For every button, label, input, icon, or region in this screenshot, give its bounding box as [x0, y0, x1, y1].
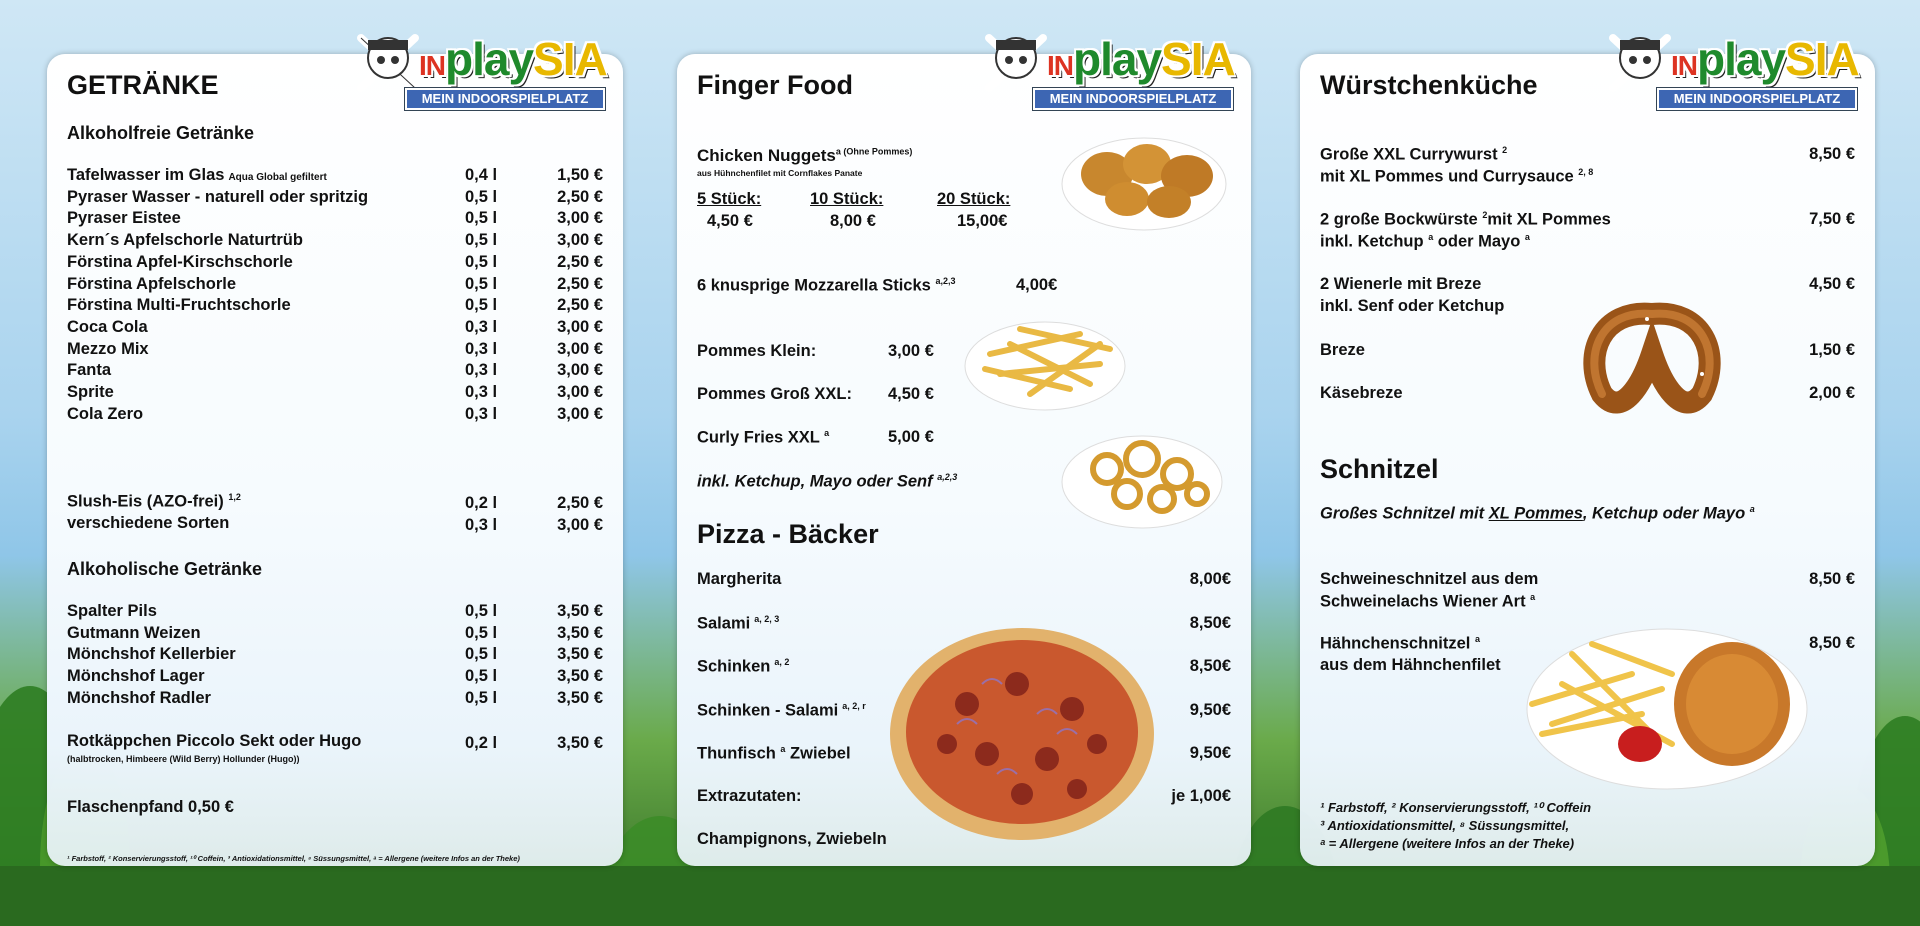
drink-name: Gutmann Weizen [67, 623, 201, 642]
drink-size: 0,5 l [465, 667, 498, 686]
drink-name: Kern´s Apfelschorle Naturtrüb [67, 231, 303, 250]
haehnchenschnitzel-line-2: aus dem Hähnchenfilet [1320, 656, 1501, 674]
sekt-name: Rotkäppchen Piccolo Sekt oder Hugo [67, 732, 362, 750]
pizza-name: Schinken $^{a, 2}$ [697, 657, 790, 676]
sausage-footnote-1: ¹ Farbstoff, ² Konservierungsstoff, ¹⁰ Coffein [1320, 800, 1592, 815]
drink-name: Fanta [67, 361, 112, 380]
wienerle-price: 4,50 € [1809, 275, 1855, 293]
drink-name: Sprite [67, 383, 114, 401]
schweineschnitzel-price: 8,50 € [1809, 570, 1855, 588]
sausage-footnote-2: ³ Antioxidationsmittel, ⁸ Süssungsmittel, [1320, 818, 1570, 833]
condiments-note: inkl. Ketchup, Mayo oder Senf $^{a,2,3}$ [697, 472, 958, 491]
bockwurst-price: 7,50 € [1809, 210, 1855, 228]
breze-price: 1,50 € [1809, 341, 1855, 359]
slush-size-1: 0,2 l [465, 494, 498, 512]
curly-fries-image [1057, 414, 1227, 534]
slush-price-2: 3,00 € [557, 516, 603, 534]
sausage-title: Würstchenküche [1320, 70, 1538, 100]
drink-price: 1,50 € [557, 166, 603, 184]
logo-wordmark: INplaySIA [419, 33, 607, 85]
drink-price: 2,50 € [557, 187, 603, 206]
drink-size: 0,5 l [465, 274, 498, 293]
pizza-image [887, 624, 1167, 844]
extras-label: Extrazutaten: [697, 787, 802, 805]
pirate-skull-icon [1607, 28, 1673, 94]
nuggets-20-price: 15,00€ [957, 212, 1008, 230]
deposit: Flaschenpfand 0,50 € [67, 798, 234, 816]
sekt-size: 0,2 l [465, 734, 498, 752]
nuggets-5-label: 5 Stück: [697, 190, 762, 208]
drink-price: 3,00 € [557, 231, 603, 250]
drink-size: 0,5 l [465, 187, 498, 206]
logo-wordmark: INplaySIA [1047, 33, 1235, 85]
curly-fries-price: 5,00 € [888, 428, 934, 446]
schweineschnitzel-line-2: Schweinelachs Wiener Art $^a$ [1320, 592, 1536, 611]
currywurst-price: 8,50 € [1809, 145, 1855, 163]
fries-image [960, 304, 1130, 414]
drink-name: Förstina Multi-Fruchtschorle [67, 296, 291, 315]
inplaysia-logo [355, 26, 605, 112]
drink-name: Spalter Pils [67, 602, 157, 620]
pizza-price: 8,00€ [1189, 570, 1231, 588]
drink-size: 0,5 l [465, 231, 498, 250]
drink-size: 0,5 l [465, 296, 498, 315]
nuggets-20-label: 20 Stück: [937, 190, 1011, 208]
pirate-skull-icon [983, 28, 1049, 94]
nuggets-10-price: 8,00 € [830, 212, 876, 230]
drink-name: Förstina Apfelschorle [67, 274, 237, 293]
pommes-klein-price: 3,00 € [888, 342, 934, 360]
slush-size-2: 0,3 l [465, 516, 498, 534]
drink-name: Förstina Apfel-Kirschschorle [67, 252, 293, 271]
drink-price: 3,00 € [557, 339, 603, 358]
sausage-footnote-3: ᵃ = Allergene (weitere Infos an der Theke) [1320, 836, 1575, 851]
logo-tagline: MEIN INDOORSPIELPLATZ [1033, 88, 1233, 110]
pizza-price: 8,50€ [1189, 613, 1231, 632]
drink-size: 0,3 l [465, 361, 498, 380]
drink-price: 2,50 € [557, 296, 603, 315]
pizza-name: Salami $^{a, 2, 3}$ [697, 613, 780, 632]
pommes-gross-name: Pommes Groß XXL: [697, 385, 852, 403]
haehnchenschnitzel-price: 8,50 € [1809, 634, 1855, 652]
pizza-name: Schinken - Salami $^{a, 2, r}$ [697, 700, 866, 719]
breze-name: Breze [1320, 341, 1365, 359]
pommes-gross-price: 4,50 € [888, 385, 934, 403]
drink-size: 0,3 l [465, 404, 498, 423]
drink-name: Pyraser Eistee [67, 209, 181, 228]
sekt-note: (halbtrocken, Himbeere (Wild Berry) Hollunder (Hugo)) [67, 754, 300, 764]
drink-price: 3,50 € [557, 623, 603, 642]
nuggets-note: aus Hühnchenfilet mit Cornflakes Panate [697, 168, 863, 178]
wienerle-line-2: inkl. Senf oder Ketchup [1320, 297, 1505, 315]
drink-name: Mönchshof Lager [67, 667, 205, 686]
pretzel-image [1572, 294, 1732, 429]
drink-size: 0,3 l [465, 317, 498, 336]
drink-name: Mönchshof Kellerbier [67, 645, 236, 664]
logo-wordmark: INplaySIA [1671, 33, 1859, 85]
schnitzel-title: Schnitzel [1320, 454, 1439, 484]
nonalc-title: Alkoholfreie Getränke [67, 123, 255, 143]
bockwurst-line-2: inkl. Ketchup $^a$ oder Mayo $^a$ [1320, 232, 1530, 251]
drink-name: Cola Zero [67, 404, 144, 423]
mozzarella-name: 6 knusprige Mozzarella Sticks $^{a,2,3}$ [697, 276, 956, 295]
schnitzel-desc: Großes Schnitzel mit XL Pommes, Ketchup oder Mayo $^a$ [1320, 504, 1755, 523]
slush-sub: verschiedene Sorten [67, 514, 230, 532]
inplaysia-logo [1607, 26, 1857, 112]
curly-fries-name: Curly Fries XXL $^a$ [697, 428, 830, 447]
drink-name: Tafelwasser im Glas Aqua Global gefiltert [67, 166, 327, 184]
bockwurst-line-1: 2 große Bockwürste $^2$mit XL Pommes [1320, 210, 1611, 229]
drink-price: 3,50 € [557, 602, 603, 620]
drink-price: 3,00 € [557, 361, 603, 380]
fingerfood-title: Finger Food [697, 70, 853, 100]
pizza-tuna-name: Thunfisch $^a$ Zwiebel [697, 744, 851, 763]
chicken-nuggets-image [1057, 114, 1232, 234]
drink-name: Pyraser Wasser - naturell oder spritzig [67, 187, 369, 206]
slush-name: Slush-Eis (AZO-frei) $^{1,2}$ [67, 492, 241, 511]
extras-items: Champignons, Zwiebeln [697, 830, 887, 848]
drink-size: 0,5 l [465, 252, 498, 271]
sausage-panel [1300, 33, 1875, 866]
nuggets-5-price: 4,50 € [707, 212, 753, 230]
extras-price: je 1,00€ [1171, 787, 1231, 805]
fingerfood-panel [677, 33, 1251, 866]
drink-price: 3,50 € [557, 688, 603, 707]
drink-price: 2,50 € [557, 274, 603, 293]
drink-size: 0,5 l [465, 602, 498, 620]
pizza-price: 8,50€ [1189, 657, 1231, 675]
nuggets-name: Chicken Nuggets$^{a (Ohne Pommes)}$ [697, 146, 913, 165]
schweineschnitzel-line-1: Schweineschnitzel aus dem [1320, 570, 1539, 588]
drink-price: 3,00 € [557, 317, 603, 336]
drinks-title: GETRÄNKE [67, 70, 219, 100]
pizza-name: Margherita [697, 570, 782, 588]
pizza-title: Pizza - Bäcker [697, 519, 879, 549]
pommes-klein-name: Pommes Klein: [697, 342, 817, 360]
wienerle-line-1: 2 Wienerle mit Breze [1320, 275, 1482, 293]
drink-size: 0,5 l [465, 623, 498, 642]
currywurst-line-1: Große XXL Currywurst $^2$ [1320, 145, 1508, 164]
drink-size: 0,5 l [465, 688, 498, 707]
drink-price: 3,50 € [557, 667, 603, 686]
drink-price: 3,00 € [557, 209, 603, 228]
drink-size: 0,3 l [465, 339, 498, 358]
drink-price: 3,50 € [557, 645, 603, 664]
drink-name: Mönchshof Radler [67, 688, 211, 707]
logo-tagline: MEIN INDOORSPIELPLATZ [1657, 88, 1857, 110]
pizza-price: 9,50€ [1189, 700, 1231, 719]
drink-price: 3,00 € [557, 404, 603, 423]
drink-price: 3,00 € [557, 383, 603, 401]
drink-name: Coca Cola [67, 317, 148, 336]
pizza-tuna-price: 9,50€ [1189, 744, 1231, 762]
alc-title: Alkoholische Getränke [67, 559, 263, 579]
drink-price: 2,50 € [557, 252, 603, 271]
kasebreze-name: Käsebreze [1320, 384, 1403, 402]
drink-size: 0,3 l [465, 383, 498, 401]
mozzarella-price: 4,00€ [1016, 276, 1058, 294]
logo-tagline: MEIN INDOORSPIELPLATZ [405, 88, 605, 110]
currywurst-line-2: mit XL Pommes und Currysauce $^{2, 8}$ [1320, 167, 1594, 186]
kasebreze-price: 2,00 € [1809, 384, 1855, 402]
drinks-panel [47, 33, 623, 866]
nuggets-10-label: 10 Stück: [810, 190, 884, 208]
schnitzel-plate-image [1512, 614, 1812, 794]
haehnchenschnitzel-line-1: Hähnchenschnitzel $^a$ [1320, 634, 1480, 653]
sekt-price: 3,50 € [557, 734, 603, 752]
pirate-skull-icon [355, 28, 421, 94]
slush-price-1: 2,50 € [557, 494, 603, 512]
drink-name: Mezzo Mix [67, 339, 149, 358]
drink-size: 0,5 l [465, 645, 498, 664]
inplaysia-logo [983, 26, 1233, 112]
drink-size: 0,4 l [465, 166, 498, 184]
drink-size: 0,5 l [465, 209, 498, 228]
drinks-footnote: ¹ Farbstoff, ² Konservierungsstoff, ¹⁰ Coffein, ³ Antioxidationsmittel, ⁸ Süssungsmittel, ᵃ = Allergene (weitere Infos an der Theke) [67, 854, 520, 863]
